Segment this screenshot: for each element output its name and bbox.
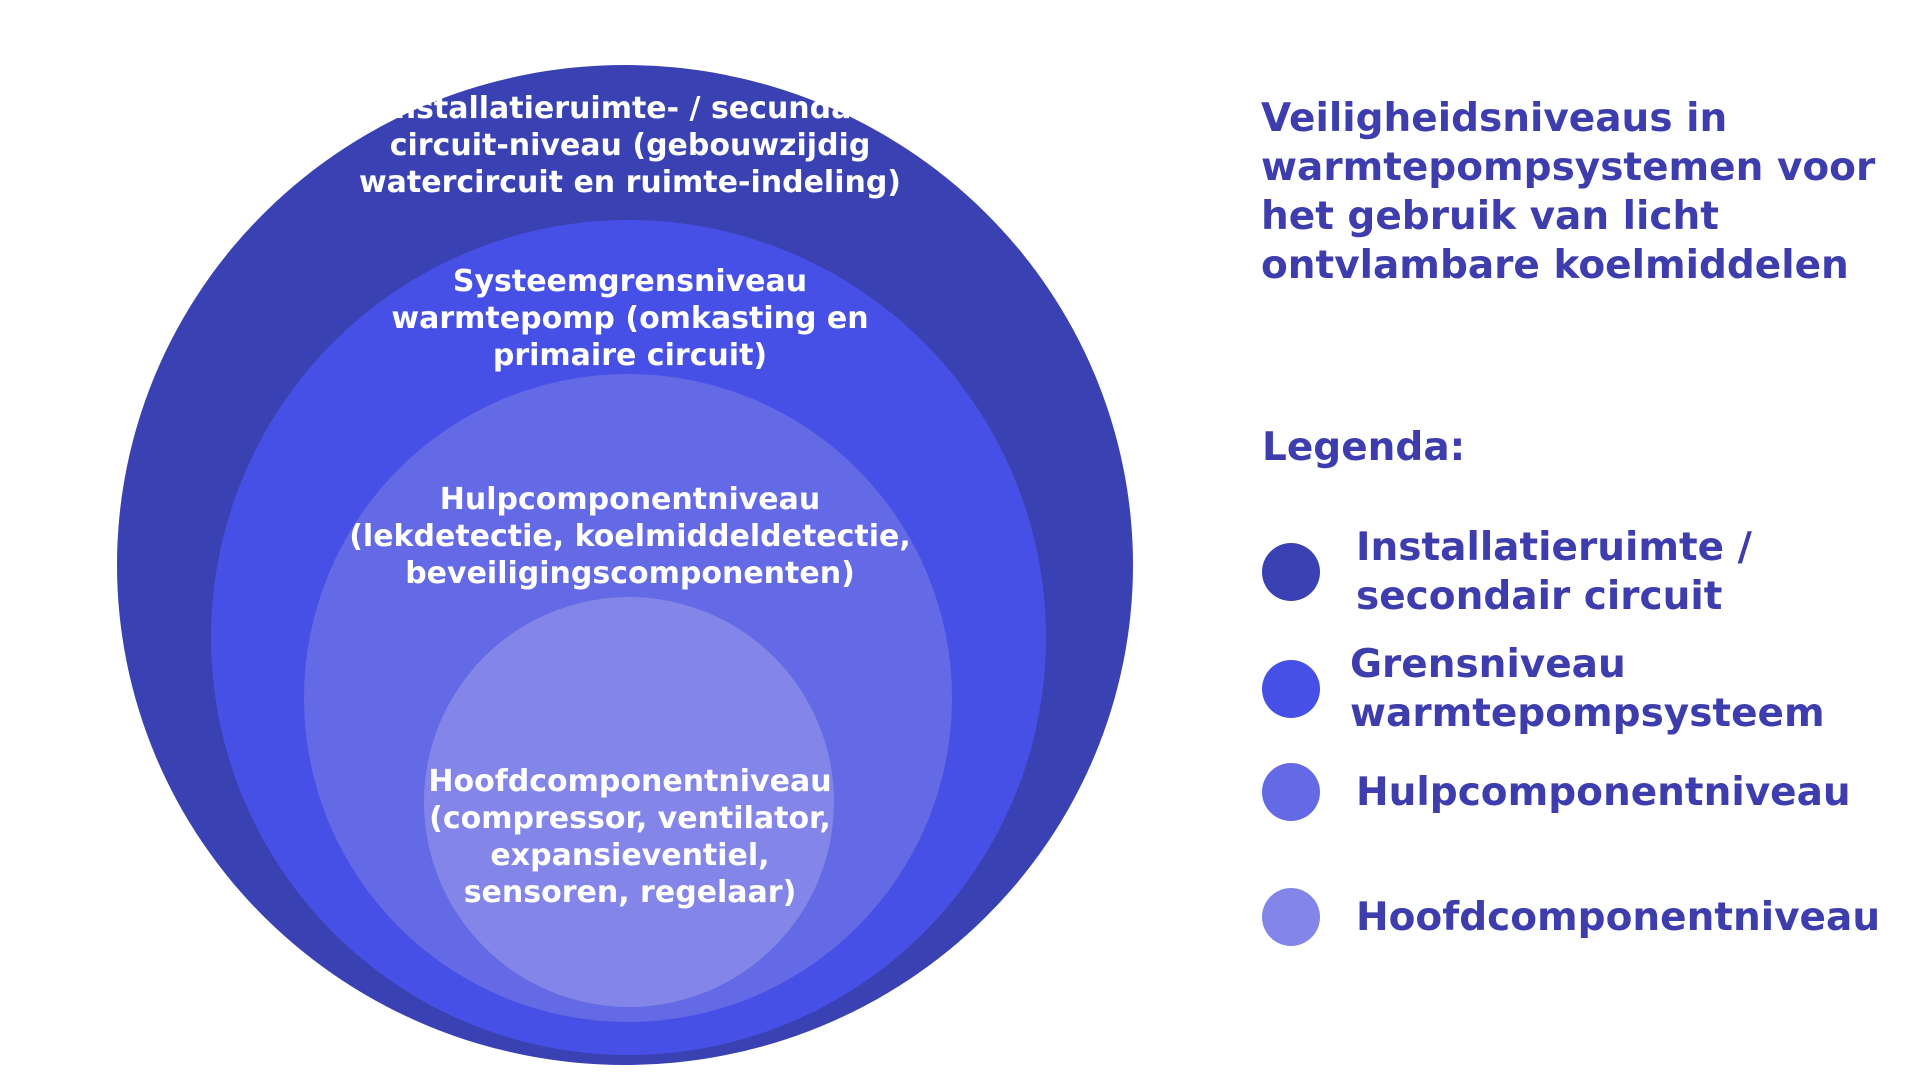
- legend-item-label: Hulpcomponentniveau: [1356, 769, 1851, 815]
- legend-dot-icon: [1262, 660, 1320, 718]
- legend-heading: Legenda:: [1262, 425, 1466, 470]
- system-boundary-label: Systeemgrensniveau warmtepomp (omkasting en primaire circuit): [391, 264, 869, 373]
- legend-item-label: Grensniveau warmtepompsysteem: [1350, 642, 1825, 736]
- legend-item-installation-room: [1262, 523, 1752, 621]
- legend-item-label: Hoofdcomponentniveau: [1356, 894, 1881, 940]
- legend-dot-icon: [1262, 763, 1320, 821]
- legend-item-main-component: [1262, 888, 1880, 946]
- diagram-title: Veiligheidsniveaus in warmtepompsystemen voor het gebruik van licht ontvlambare koelmiddelen: [1261, 96, 1876, 288]
- legend-item-auxiliary-component: [1262, 763, 1851, 821]
- installation-room-label: Installatieruimte- / secundair circuit-niveau (gebouwzijdig watercircuit en ruimte-indeling): [358, 91, 902, 200]
- main-component-label: Hoofdcomponentniveau (compressor, ventilator, expansieventiel, sensoren, regelaar): [428, 764, 832, 910]
- legend-item-system-boundary: [1262, 640, 1825, 738]
- legend-dot-icon: [1262, 888, 1320, 946]
- legend-item-label: Installatieruimte / secondair circuit: [1356, 525, 1752, 619]
- legend-dot-icon: [1262, 543, 1320, 601]
- auxiliary-component-label: Hulpcomponentniveau (lekdetectie, koelmiddeldetectie, beveiligingscomponenten): [349, 482, 911, 591]
